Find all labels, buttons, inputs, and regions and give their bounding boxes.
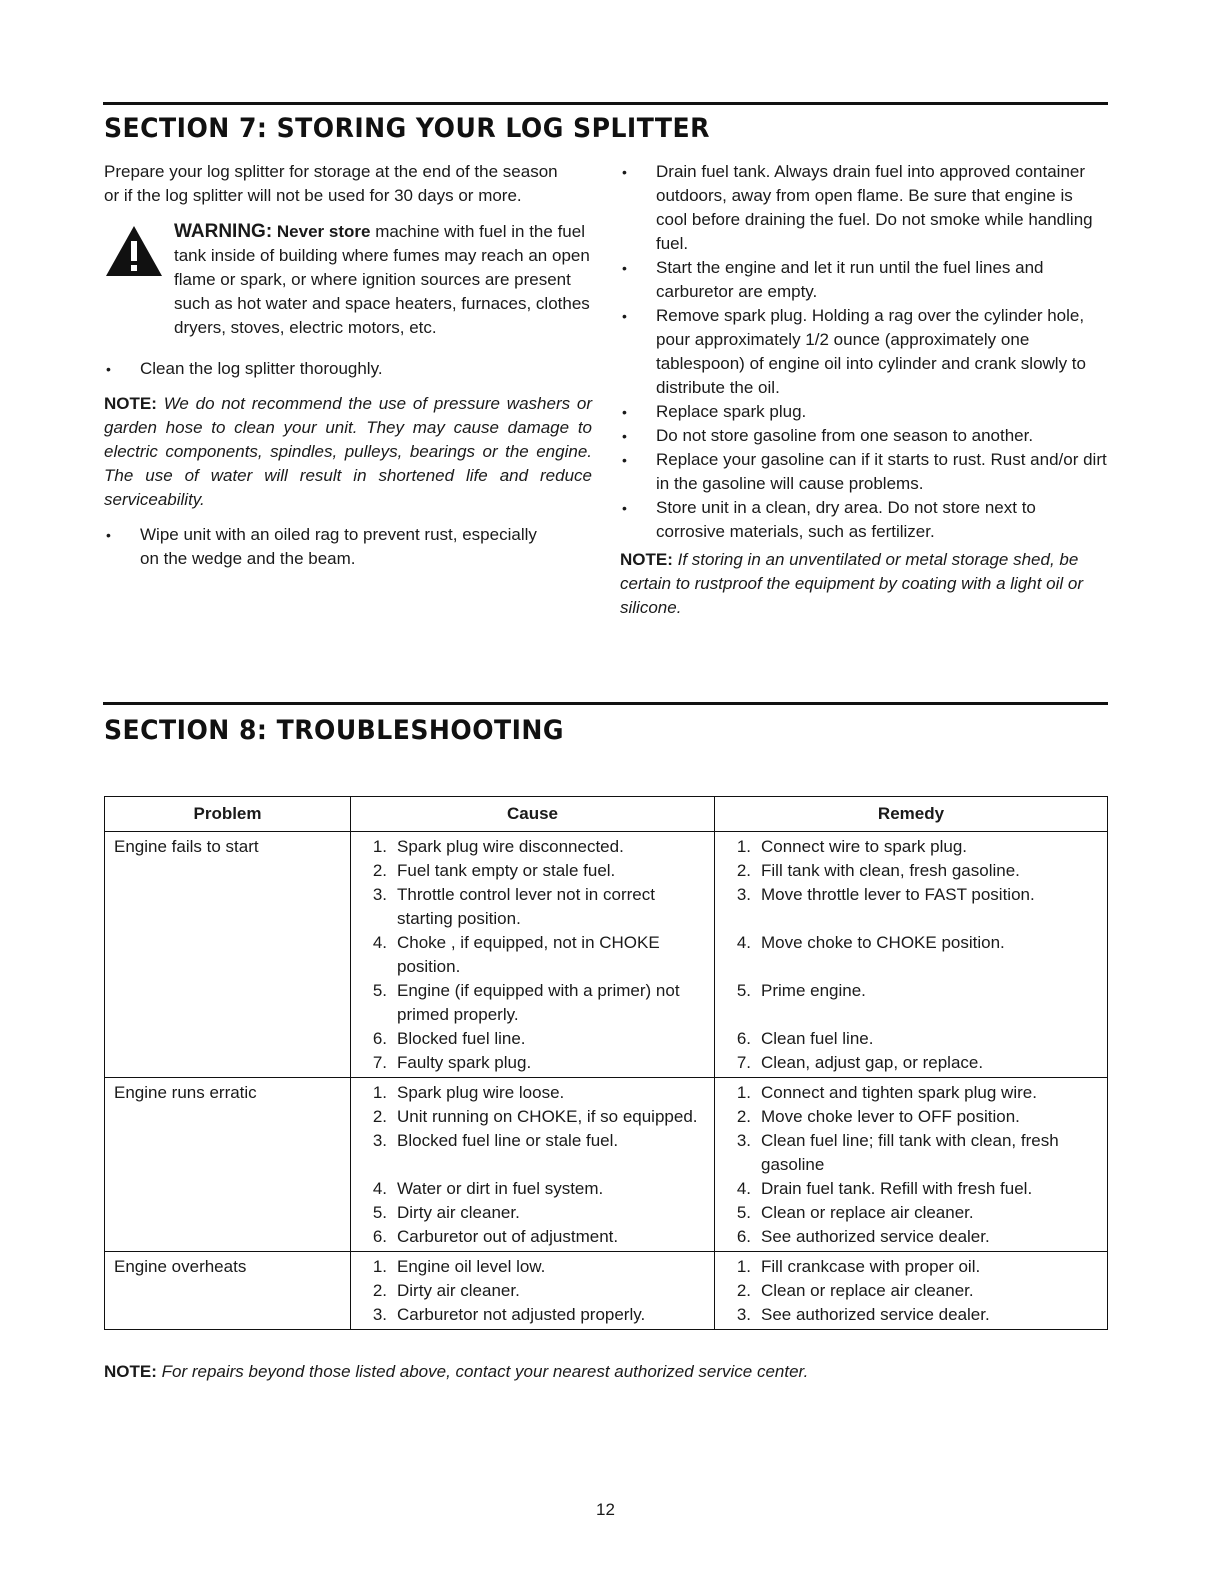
section7-top-rule [103, 102, 1108, 105]
cause-item [351, 1303, 714, 1327]
cause-number: 2. [372, 1107, 387, 1126]
remedy-text: Connect wire to spark plug. [761, 837, 967, 856]
column-header-remedy: Remedy [715, 797, 1108, 832]
cause-item [351, 859, 714, 883]
remedy-number: 6. [736, 1029, 751, 1048]
warning-word: WARNING: [174, 221, 273, 242]
remedy-text: Clean, adjust gap, or replace. [761, 1053, 984, 1072]
cause-item [351, 1279, 714, 1303]
remedy-text: Move throttle lever to FAST position. [761, 885, 1035, 904]
remedy-item [715, 931, 1107, 979]
warning-block [104, 220, 592, 340]
remedy-item [715, 859, 1107, 883]
remedy-item [715, 1303, 1107, 1327]
cause-number: 4. [372, 933, 387, 952]
cause-number: 6. [372, 1029, 387, 1048]
cause-item [351, 1177, 714, 1201]
cause-item [351, 1051, 714, 1075]
cause-item [351, 1129, 714, 1177]
table-row [105, 832, 1108, 1078]
warning-body: machine with fuel in the fuel tank inside of building where fumes may reach an open flame or spark, or where ignition sources are present such as hot water and space heaters, furnaces, clothes dryers, stoves, electric motors, etc. [174, 222, 590, 337]
remedy-text: Clean or replace air cleaner. [761, 1281, 974, 1300]
remedy-text: Clean fuel line; fill tank with clean, fresh gasoline [761, 1131, 1059, 1174]
cause-number: 6. [372, 1227, 387, 1246]
cause-number: 5. [372, 1203, 387, 1222]
remedy-item [715, 1279, 1107, 1303]
cause-item [351, 1201, 714, 1225]
troubleshooting-footnote [104, 1362, 808, 1382]
cause-number: 3. [372, 1131, 387, 1150]
section8-top-rule [103, 702, 1108, 705]
cause-number: 3. [372, 1305, 387, 1324]
note-text: We do not recommend the use of pressure washers or garden hose to clean your unit. They may cause damage to electric components, spindles, pulleys, bearings or the engine. The use of water will result in shortened life and reduce serviceability. [104, 394, 592, 509]
cause-text: Engine oil level low. [397, 1257, 546, 1276]
cause-text: Spark plug wire disconnected. [397, 837, 624, 856]
column-header-problem: Problem [105, 797, 351, 832]
remedy-text: See authorized service dealer. [761, 1305, 990, 1324]
remedy-item [715, 1225, 1107, 1249]
note-text: For repairs beyond those listed above, contact your nearest authorized service center. [161, 1362, 809, 1381]
section7-title: SECTION 7: STORING YOUR LOG SPLITTER [104, 113, 710, 144]
bullet-start-engine: • Start the engine and let it run until the fuel lines and carburetor are empty. [620, 256, 1108, 304]
remedy-item [715, 1177, 1107, 1201]
remedy-item [715, 1201, 1107, 1225]
cause-text: Engine (if equipped with a primer) not primed properly. [397, 981, 680, 1024]
troubleshooting-table [104, 796, 1108, 1330]
remedy-item [715, 835, 1107, 859]
bullet-store-unit: • Store unit in a clean, dry area. Do not store next to corrosive materials, such as fertilizer. [620, 496, 1108, 544]
remedy-number: 1. [736, 1257, 751, 1276]
remedy-item [715, 1051, 1107, 1075]
remedy-text: Clean fuel line. [761, 1029, 874, 1048]
cause-text: Unit running on CHOKE, if so equipped. [397, 1107, 698, 1126]
cause-item [351, 1027, 714, 1051]
section7-left-column [104, 160, 592, 571]
cause-number: 5. [372, 981, 387, 1000]
note-label: NOTE: [104, 1362, 157, 1381]
remedy-text: Fill crankcase with proper oil. [761, 1257, 981, 1276]
cause-number: 3. [372, 885, 387, 904]
problem-cell: Engine runs erratic [105, 1078, 351, 1252]
cause-cell [351, 1252, 715, 1330]
remedy-item [715, 1027, 1107, 1051]
remedy-item [715, 1105, 1107, 1129]
cause-text: Throttle control lever not in correct starting position. [397, 885, 655, 928]
remedy-number: 7. [736, 1053, 751, 1072]
cause-item [351, 1255, 714, 1279]
remedy-text: Move choke to CHOKE position. [761, 933, 1005, 952]
cause-item [351, 1225, 714, 1249]
note-pressure-washer [104, 392, 592, 512]
section8-title: SECTION 8: TROUBLESHOOTING [104, 715, 564, 746]
cause-text: Fuel tank empty or stale fuel. [397, 861, 616, 880]
cause-text: Dirty air cleaner. [397, 1203, 520, 1222]
bullet-remove-spark-plug: • Remove spark plug. Holding a rag over the cylinder hole, pour approximately 1/2 ounce (approximately one tablespoon) of engine oil into cylinder and crank slowly to distribute the oil. [620, 304, 1108, 400]
bullet-drain-fuel: • Drain fuel tank. Always drain fuel into approved container outdoors, away from open flame. Be sure that engine is cool before draining the fuel. Do not smoke while handling fuel. [620, 160, 1108, 256]
remedy-number: 4. [736, 1179, 751, 1198]
note-label: NOTE: [104, 394, 157, 413]
remedy-text: Clean or replace air cleaner. [761, 1203, 974, 1222]
problem-cell: Engine overheats [105, 1252, 351, 1330]
section7-intro: Prepare your log splitter for storage at the end of the season or if the log splitter will not be used for 30 days or more. [104, 162, 558, 205]
cause-text: Faulty spark plug. [397, 1053, 532, 1072]
cause-text: Carburetor out of adjustment. [397, 1227, 619, 1246]
remedy-item [715, 1081, 1107, 1105]
cause-number: 4. [372, 1179, 387, 1198]
cause-item [351, 979, 714, 1027]
remedy-number: 3. [736, 1305, 751, 1324]
cause-text: Blocked fuel line or stale fuel. [397, 1131, 619, 1150]
remedy-cell [715, 832, 1108, 1078]
remedy-number: 1. [736, 837, 751, 856]
bullet-wipe: • Wipe unit with an oiled rag to prevent rust, especially on the wedge and the beam. [104, 523, 560, 571]
cause-number: 7. [372, 1053, 387, 1072]
cause-item [351, 1105, 714, 1129]
remedy-number: 5. [736, 981, 751, 1000]
remedy-number: 1. [736, 1083, 751, 1102]
remedy-number: 6. [736, 1227, 751, 1246]
table-header-row [105, 797, 1108, 832]
remedy-number: 2. [736, 861, 751, 880]
problem-cell: Engine fails to start [105, 832, 351, 1078]
note-storage-shed [620, 548, 1108, 620]
remedy-cell [715, 1078, 1108, 1252]
cause-number: 2. [372, 861, 387, 880]
cause-number: 1. [372, 1257, 387, 1276]
warning-text [174, 220, 592, 340]
note-text: If storing in an unventilated or metal storage shed, be certain to rustproof the equipment by coating with a light oil or silicone. [620, 550, 1084, 617]
remedy-number: 3. [736, 1131, 751, 1150]
remedy-number: 5. [736, 1203, 751, 1222]
warning-lead: Never store [276, 222, 371, 241]
cause-text: Blocked fuel line. [397, 1029, 526, 1048]
bullet-gasoline-storage: • Do not store gasoline from one season to another. [620, 424, 1108, 448]
remedy-item [715, 979, 1107, 1027]
column-header-cause: Cause [351, 797, 715, 832]
warning-triangle-icon [104, 224, 164, 278]
cause-item [351, 835, 714, 859]
table-row [105, 1252, 1108, 1330]
remedy-number: 2. [736, 1107, 751, 1126]
cause-cell [351, 1078, 715, 1252]
remedy-text: See authorized service dealer. [761, 1227, 990, 1246]
remedy-text: Drain fuel tank. Refill with fresh fuel. [761, 1179, 1033, 1198]
bullet-gasoline-can: • Replace your gasoline can if it starts to rust. Rust and/or dirt in the gasoline will cause problems. [620, 448, 1108, 496]
table-row [105, 1078, 1108, 1252]
remedy-item [715, 1129, 1107, 1177]
cause-cell [351, 832, 715, 1078]
page-number: 12 [596, 1500, 615, 1519]
cause-text: Dirty air cleaner. [397, 1281, 520, 1300]
remedy-text: Prime engine. [761, 981, 866, 1000]
cause-text: Water or dirt in fuel system. [397, 1179, 604, 1198]
remedy-item [715, 883, 1107, 931]
remedy-text: Connect and tighten spark plug wire. [761, 1083, 1037, 1102]
remedy-number: 3. [736, 885, 751, 904]
cause-number: 1. [372, 1083, 387, 1102]
cause-item [351, 931, 714, 979]
cause-text: Choke , if equipped, not in CHOKE position. [397, 933, 660, 976]
cause-number: 1. [372, 837, 387, 856]
remedy-text: Move choke lever to OFF position. [761, 1107, 1020, 1126]
bullet-clean: • Clean the log splitter thoroughly. [104, 357, 592, 381]
section7-right-column [620, 160, 1108, 620]
remedy-text: Fill tank with clean, fresh gasoline. [761, 861, 1020, 880]
bullet-replace-spark-plug: • Replace spark plug. [620, 400, 1108, 424]
remedy-item [715, 1255, 1107, 1279]
cause-number: 2. [372, 1281, 387, 1300]
remedy-number: 4. [736, 933, 751, 952]
cause-text: Carburetor not adjusted properly. [397, 1305, 646, 1324]
remedy-number: 2. [736, 1281, 751, 1300]
cause-text: Spark plug wire loose. [397, 1083, 565, 1102]
cause-item [351, 883, 714, 931]
cause-item [351, 1081, 714, 1105]
remedy-cell [715, 1252, 1108, 1330]
note-label: NOTE: [620, 550, 673, 569]
